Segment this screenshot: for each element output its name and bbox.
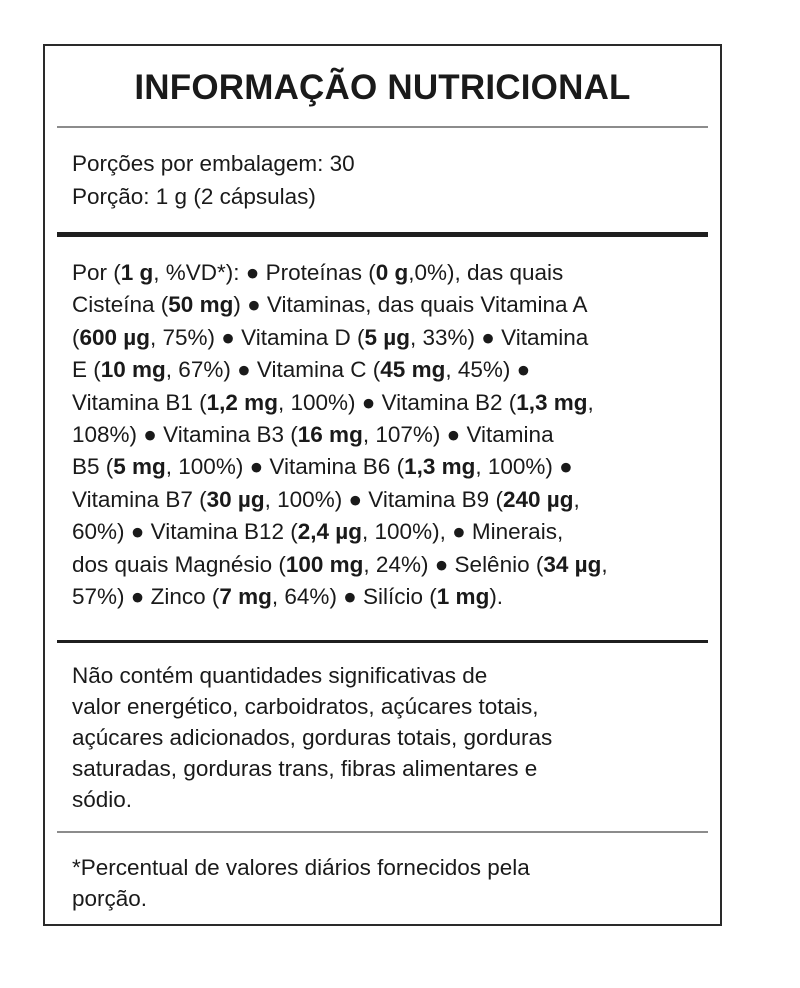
divider-thin (57, 126, 708, 128)
composition-line (72, 322, 702, 354)
composition-text: , 100%), ● Minerais, (362, 519, 564, 545)
nutrient-amount: 5 mg (113, 454, 166, 480)
composition-text: ). (489, 584, 504, 610)
statement-line: sódio. (72, 787, 133, 812)
nutrient-amount: 600 µg (79, 324, 150, 350)
label-title: INFORMAÇÃO NUTRICIONAL (134, 68, 631, 107)
composition-line (72, 549, 702, 581)
composition-text: Vitamina B7 ( (72, 486, 207, 512)
statement-line: açúcares adicionados, gorduras totais, gorduras (72, 725, 553, 750)
composition-text: 57%) ● Zinco ( (72, 584, 220, 610)
composition-line (72, 581, 702, 613)
composition-line (72, 257, 702, 289)
statement-line: Não contém quantidades significativas de (72, 663, 488, 688)
composition-text: , 67%) ● Vitamina C ( (165, 357, 381, 383)
not-significant-statement (72, 660, 702, 815)
composition-text: , 33%) ● Vitamina (409, 324, 589, 350)
composition-text: , 24%) ● Selênio ( (363, 551, 544, 577)
composition-text: , 100%) ● Vitamina B6 ( (165, 454, 405, 480)
composition-text: , 64%) ● Silício ( (271, 584, 437, 610)
composition-text: , 75%) ● Vitamina D ( (150, 324, 365, 350)
divider-medium (57, 640, 708, 643)
nutrient-amount: 0 g (375, 260, 409, 285)
composition-line (72, 451, 702, 483)
nutrient-composition (72, 257, 702, 613)
nutrient-amount: 1,3 mg (516, 389, 588, 415)
composition-text: E ( (72, 357, 101, 383)
composition-text: , %VD*): ● Proteínas ( (153, 260, 376, 285)
servings-per-package: Porções por embalagem: 30 (72, 151, 355, 176)
nutrient-amount: 240 µg (502, 486, 574, 512)
nutrient-amount: 1 g (120, 260, 154, 285)
composition-text: , 100%) ● (475, 454, 573, 480)
nutrition-facts-label (43, 44, 722, 926)
nutrient-amount: 50 mg (168, 292, 234, 318)
nutrient-amount: 1,3 mg (404, 454, 476, 480)
nutrient-amount: 10 mg (100, 357, 166, 383)
composition-text: 60%) ● Vitamina B12 ( (72, 519, 298, 545)
nutrient-amount: 34 µg (543, 551, 602, 577)
composition-line (72, 387, 702, 419)
divider-thin-bottom (57, 831, 708, 833)
statement-line: saturadas, gorduras trans, fibras alimentares e (72, 756, 538, 781)
composition-text: , 45%) ● (445, 357, 531, 383)
nutrient-amount: 100 mg (285, 551, 364, 577)
divider-thick (57, 232, 708, 237)
nutrient-amount: 1,2 mg (206, 389, 278, 415)
composition-text: ) ● Vitaminas, das quais Vitamina A (233, 292, 588, 318)
composition-text: , (601, 551, 608, 577)
footnote-line: porção. (72, 886, 148, 911)
serving-info (72, 147, 702, 213)
composition-line (72, 516, 702, 548)
composition-text: Por ( (72, 260, 121, 285)
composition-line (72, 484, 702, 516)
footnote-line: *Percentual de valores diários fornecidos pela (72, 855, 530, 880)
nutrient-amount: 45 mg (380, 357, 446, 383)
composition-text: dos quais Magnésio ( (72, 551, 286, 577)
nutrient-amount: 5 µg (364, 324, 410, 350)
composition-text: , 100%) ● Vitamina B2 ( (277, 389, 517, 415)
composition-text: Cisteína ( (72, 292, 169, 318)
composition-line (72, 289, 702, 321)
composition-text: , 100%) ● Vitamina B9 ( (264, 486, 503, 512)
daily-value-footnote (72, 852, 702, 914)
nutrient-amount: 16 mg (297, 422, 363, 448)
composition-text: B5 ( (72, 454, 114, 480)
nutrient-amount: 30 µg (206, 486, 265, 512)
composition-text: Vitamina B1 ( (72, 389, 207, 415)
composition-text: , 107%) ● Vitamina (362, 422, 554, 448)
statement-line: valor energético, carboidratos, açúcares totais, (72, 694, 539, 719)
composition-text: , (587, 389, 594, 415)
nutrient-amount: 7 mg (219, 584, 272, 610)
composition-text: ( (72, 324, 80, 350)
composition-text: 108%) ● Vitamina B3 ( (72, 422, 298, 448)
nutrient-amount: 1 mg (436, 584, 490, 610)
serving-size: Porção: 1 g (2 cápsulas) (72, 184, 316, 209)
composition-line (72, 419, 702, 451)
composition-text: ,0%), das quais (408, 260, 564, 285)
composition-text: , (573, 486, 580, 512)
composition-line (72, 354, 702, 386)
nutrient-amount: 2,4 µg (297, 519, 363, 545)
